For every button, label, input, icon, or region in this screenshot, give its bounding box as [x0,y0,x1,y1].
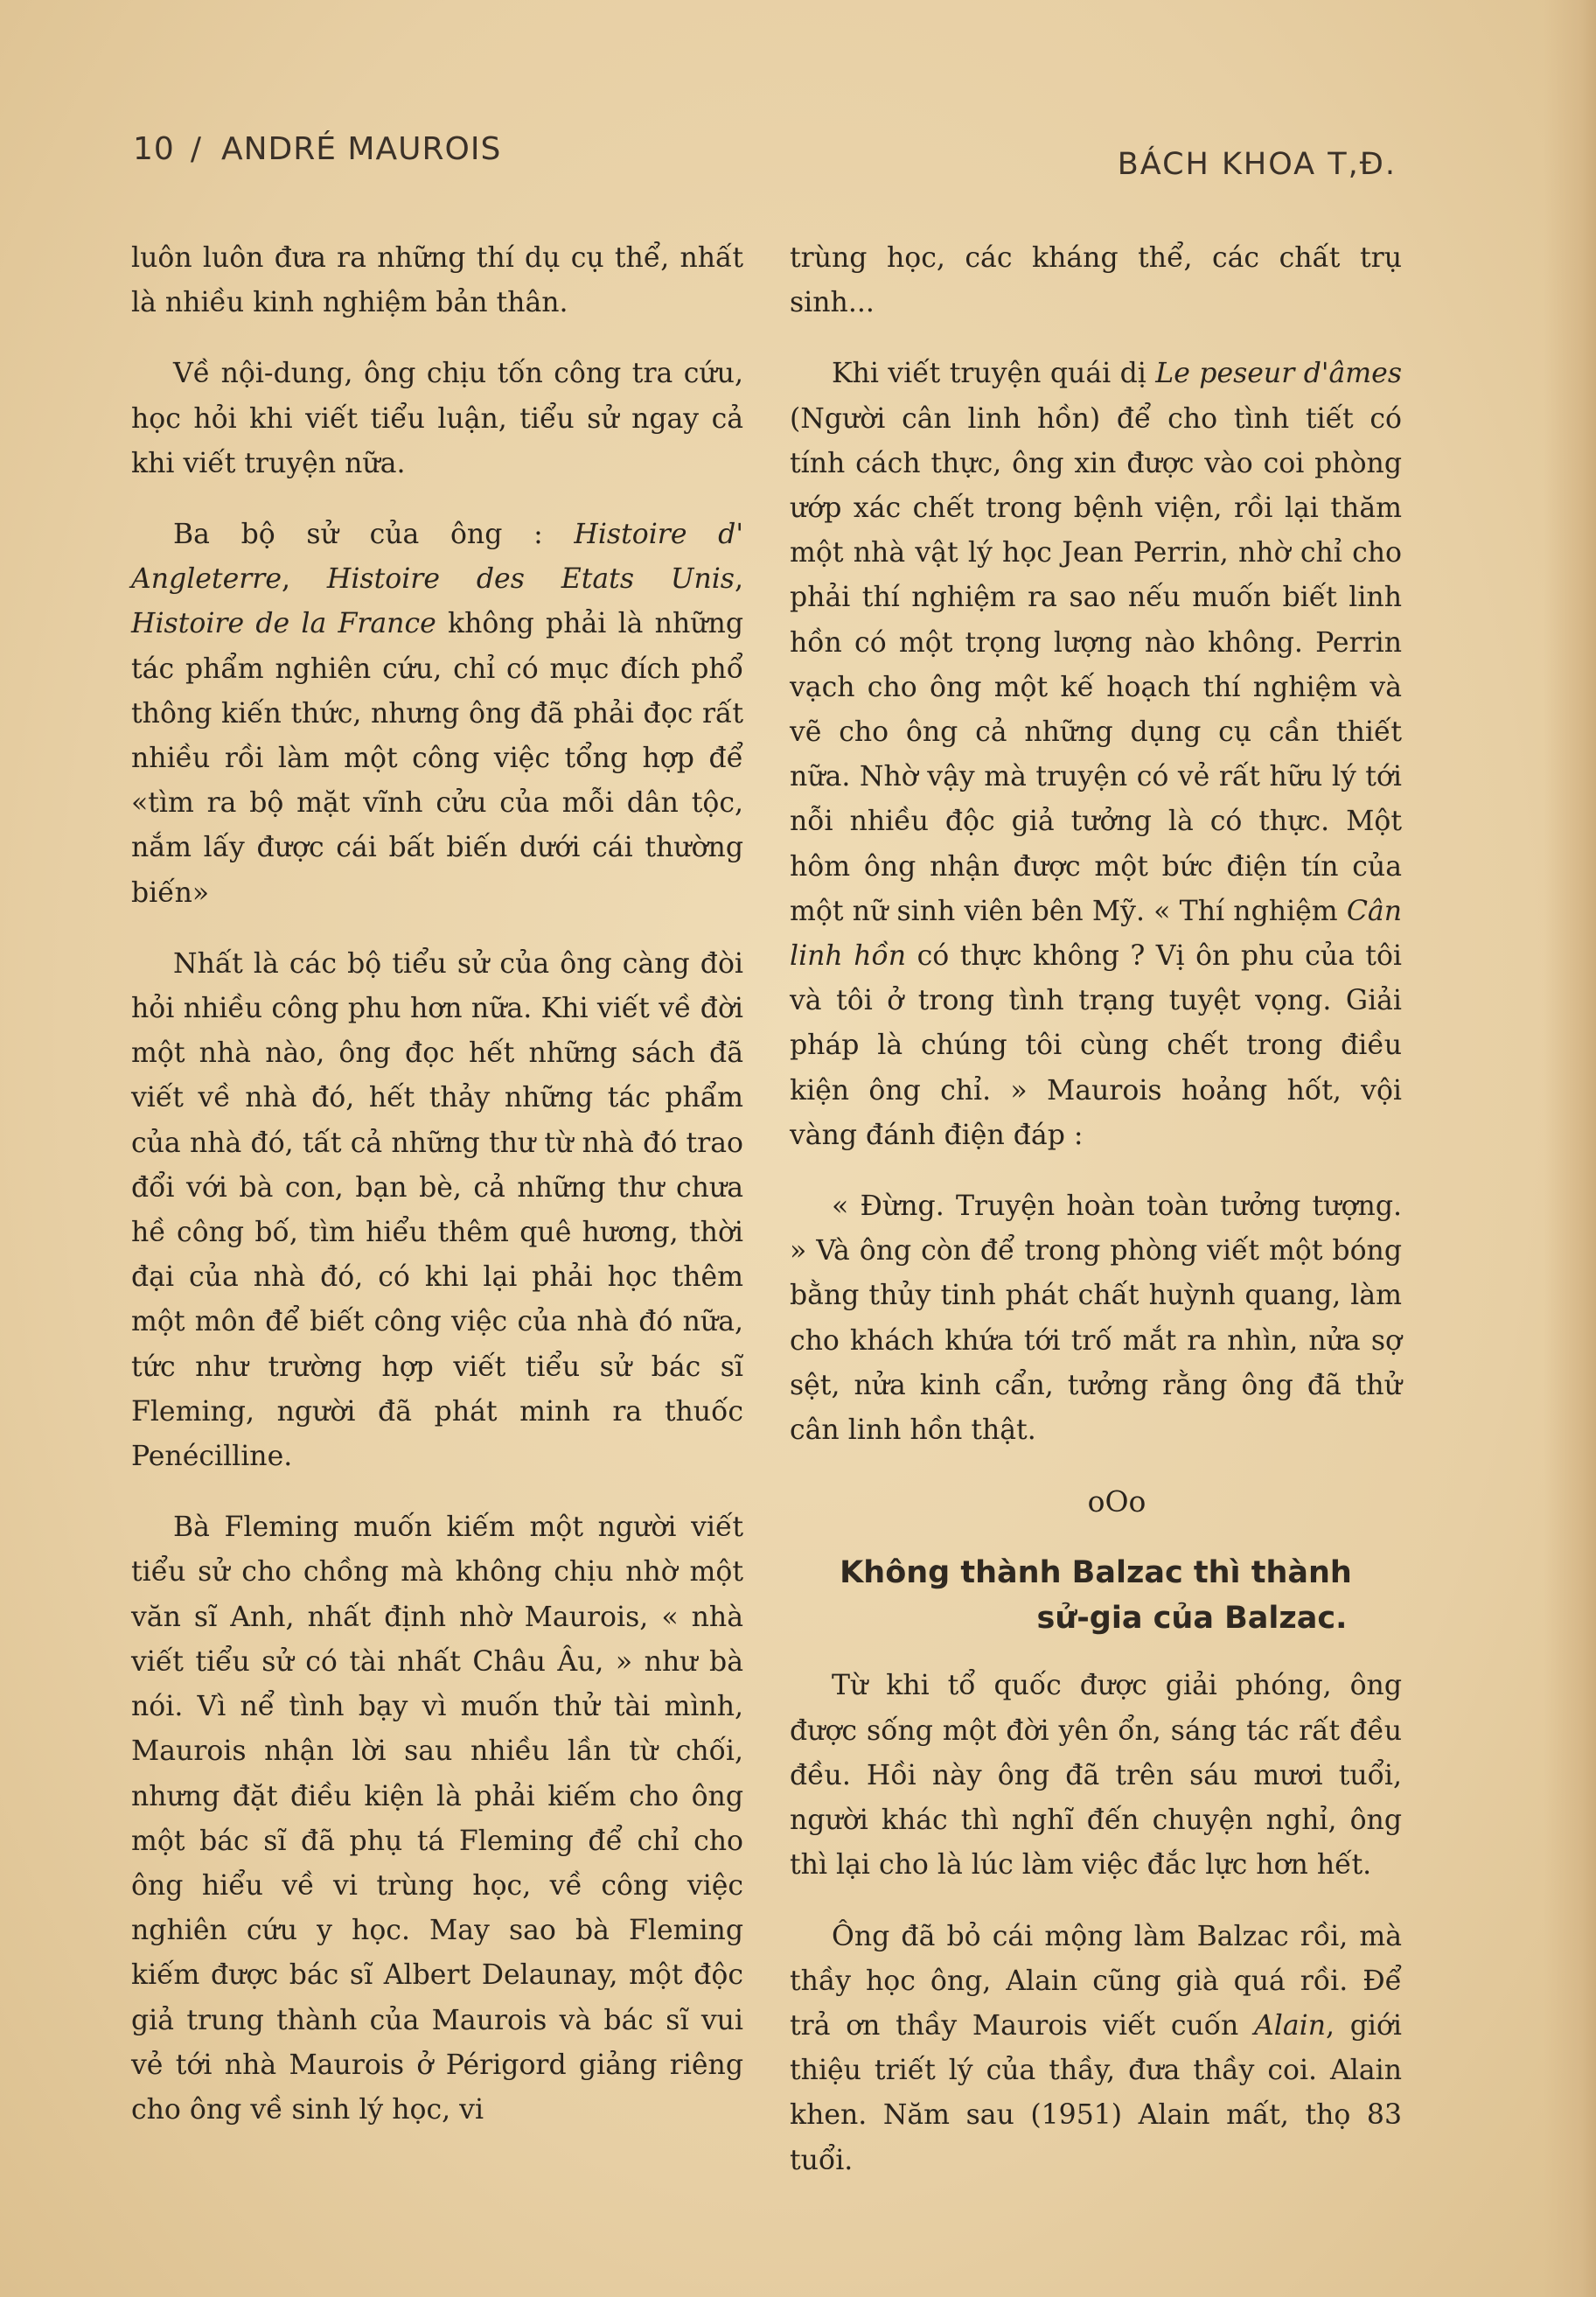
text-run: , [734,563,743,596]
paragraph [131,513,743,916]
text-run: Ông đã bỏ cái mộng làm Balzac rồi, mà thầy học ông, Alain cũng già quá rồi. Để trả ơn thầy Maurois viết cuốn [790,1920,1402,2042]
text-run: , giới thiệu triết lý của thầy, đưa thầy coi. Alain khen. Năm sau (1951) Alain mất, thọ 83 tuổi. [790,2009,1402,2176]
book-title: Histoire des Etats Unis [326,563,735,596]
heading-line: Không thành Balzac thì thành [840,1555,1352,1591]
page-number: 10 [133,131,175,167]
paragraph: Nhất là các bộ tiểu sử của ông càng đòi hỏi nhiều công phu hơn nữa. Khi viết về đời một nhà nào, ông đọc hết những sách đã viết về nhà đó, hết thảy những tác phẩm của nhà đó, tất cả những thư từ nhà đó trao đổi với bà con, bạn bè, cả những thư chưa hề công bố, tìm hiểu thêm quê hương, thời đại của nhà đó, có khi lại phải học thêm một môn để biết công việc của nhà đó nữa, tức như trường hợp viết tiểu sử bác sĩ Fleming, người đã phát minh ra thuốc Penécilline. [131,947,743,1473]
text-run: , [281,563,327,596]
header-publication: BÁCH KHOA T,Đ. [1117,147,1397,182]
paragraph: Bà Fleming muốn kiếm một người viết tiểu sử cho chồng mà không chịu nhờ một văn sĩ Anh, nhất định nhờ Maurois, « nhà viết tiểu sử có tài nhất Châu Âu, » như bà nói. Vì nể tình bạy vì muốn thử tài mình, Maurois nhận lời sau nhiều lần từ chối, nhưng đặt điều kiện là phải kiếm cho ông một bác sĩ đã phụ tá Fleming để chỉ cho ông hiểu về vi trùng học, về công việc nghiên cứu y học. May sao bà Fleming kiếm được bác sĩ Albert Delaunay, một độc giả trung thành của Maurois và bác sĩ vui vẻ tới nhà Maurois ở Périgord giảng riêng cho ông về sinh lý học, vi [131,1512,743,2126]
left-column [131,236,743,2133]
page-edge-shadow [1544,0,1596,2297]
paragraph: Từ khi tổ quốc được giải phóng, ông được sống một đời yên ổn, sáng tác rất đều đều. Hồi này ông đã trên sáu mươi tuổi, người khác thì nghĩ đến chuyện nghỉ, ông thì lại cho là lúc làm việc đắc lực hơn hết. [790,1670,1402,1882]
paragraph: trùng học, các kháng thể, các chất trụ sinh... [790,242,1402,319]
paragraph: luôn luôn đưa ra những thí dụ cụ thể, nhất là nhiều kinh nghiệm bản thân. [131,242,743,319]
book-title: Histoire d' Angleterre [131,519,743,596]
text-run: Ba bộ sử của ông : [173,519,575,551]
book-title: Alain [1254,2009,1326,2042]
text-run: Khi viết truyện quái dị [832,358,1156,390]
text-run: (Người cân linh hồn) để cho tình tiết có tính cách thực, ông xin được vào coi phòng ướp xác chết trong bệnh viện, rồi lại thăm một nhà vật lý học Jean Perrin, nhờ chỉ cho phải thí nghiệm ra sao nếu muốn biết linh hồn có một trọng lượng nào không. Perrin vạch cho ông một kế hoạch thí nghiệm và vẽ cho ông cả những dụng cụ cần thiết nữa. Nhờ vậy mà truyện có vẻ rất hữu lý tới nỗi nhiều độc giả tưởng là có thực. Một hôm ông nhận được một bức điện tín của một nữ sinh viên bên Mỹ. « Thí nghiệm [790,402,1402,927]
paragraph [790,1915,1402,2183]
paragraph: « Đừng. Truyện hoàn toàn tưởng tượng. » Và ông còn để trong phòng viết một bóng bằng thủy tinh phát chất huỳnh quang, làm cho khách khứa tới trố mắt ra nhìn, nửa sợ sệt, nửa kinh cẩn, tưởng rằng ông đã thử cân linh hồn thật. [790,1190,1402,1447]
text-run: có thực không ? Vị ôn phu của tôi và tôi ở trong tình trạng tuyệt vọng. Giải pháp là chúng tôi cùng chết trong điều kiện ông chỉ. » Maurois hoảng hốt, vội vàng đánh điện đáp : [790,940,1402,1151]
right-column [790,236,1402,2183]
book-title: Le peseur d'âmes [1155,358,1402,390]
text-run: không phải là những tác phẩm nghiên cứu, chỉ có mục đích phổ thông kiến thức, nhưng ông đã phải đọc rất nhiều rồi làm một công việc tổng hợp để «tìm ra bộ mặt vĩnh cửu của mỗi dân tộc, nắm lấy được cái bất biến dưới cái thường biến» [131,608,743,909]
running-header [133,131,1397,184]
header-left [133,131,501,167]
paragraph: Về nội-dung, ông chịu tốn công tra cứu, học hỏi khi viết tiểu luận, tiểu sử ngay cả khi viết truyện nữa. [131,358,743,479]
section-separator: oOo [1087,1484,1146,1519]
header-author: ANDRÉ MAUROIS [220,131,502,167]
header-separator: / [190,131,202,167]
paragraph [790,352,1402,1158]
book-title: Histoire de la France [131,608,436,640]
book-title: Cân linh hồn [790,895,1402,973]
heading-line: sử-gia của Balzac. [1036,1601,1348,1637]
section-heading [790,1550,1402,1641]
